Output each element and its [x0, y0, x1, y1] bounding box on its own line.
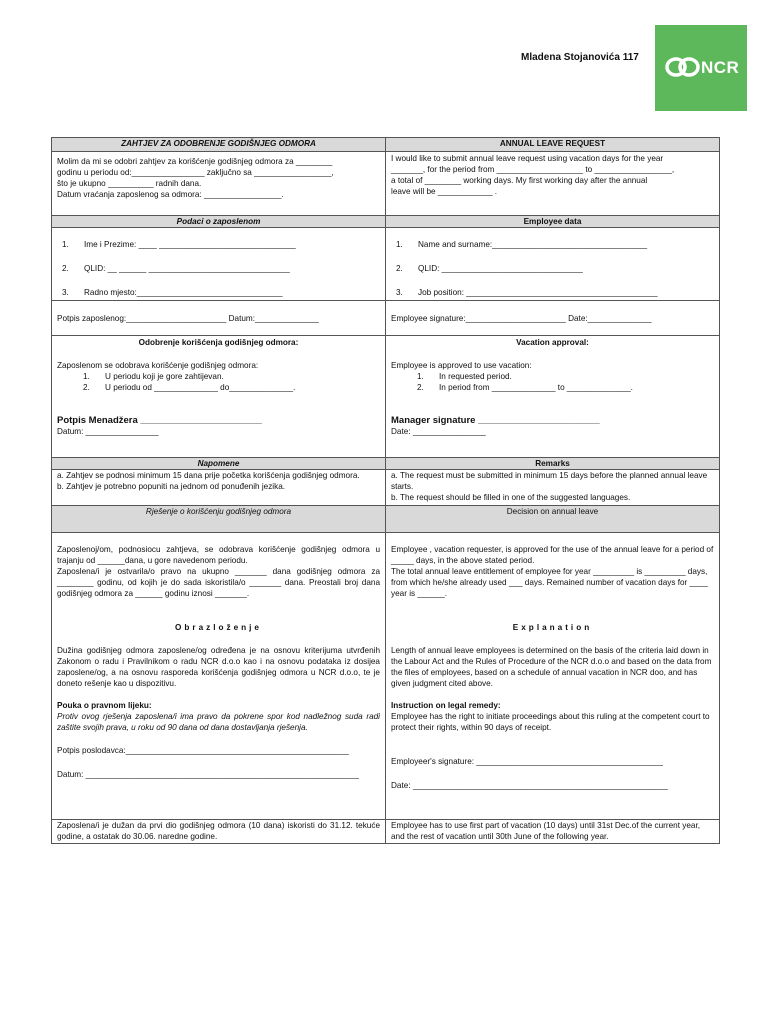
decision-title-english: Decision on annual leave	[386, 506, 720, 533]
explanation-text: Dužina godišnjeg odmora zaposlene/og određena je na osnovu kriterijuma utvrđenih Zakonom o radu i Pravilnikom o radu NCR d.o.o kao i na osnovu podataka iz dosijea zaposlene/og, a na osnovu rasporeda korišćenja godišnjeg odmora u NCR d.o.o, te je doneto rešenje kao u dispozitivu.	[57, 646, 380, 688]
list-item: 3. Job position: __________________________________________	[396, 288, 658, 297]
request-line: a total of ________ working days. My first working day after the annual	[391, 176, 648, 185]
decision-title-local: Rješenje o korišćenju godišnjeg odmora	[52, 506, 386, 533]
company-address: Mladena Stojanovića 117	[521, 52, 639, 63]
position-field[interactable]: Job position: __________________________________________	[418, 288, 658, 297]
approval-title: Vacation approval:	[516, 338, 589, 347]
decision-text: The total annual leave entitlement of employee for year _________ is _________ days, from which he/she already used ___ days. Remained number of vacation days for ____ year is ______.	[391, 567, 708, 598]
employee-data-english[interactable]	[386, 228, 720, 301]
approval-date[interactable]: Datum: ________________	[57, 427, 159, 436]
remedy-text: Employee has the right to initiate proceedings about this ruling at the competent court to protect their rights, within 90 days of receipt.	[391, 712, 710, 732]
remedy-title: Pouka o pravnom lijeku:	[57, 701, 152, 710]
note-line: b. The request should be filled in one of the suggested languages.	[391, 493, 631, 502]
request-title-local: ZAHTJEV ZA ODOBRENJE GODIŠNJEG ODMORA	[52, 138, 386, 152]
list-item: 1. Ime i Prezime: ____ ______________________________	[62, 240, 296, 249]
ncr-logo-mark-icon	[665, 55, 701, 79]
employee-data-title-english: Employee data	[386, 216, 720, 228]
list-item: 2. QLID: _______________________________	[396, 264, 583, 273]
notes-local	[52, 470, 386, 506]
final-note-english: Employee has to use first part of vacation (10 days) until 31st Dec.of the current year, and the rest of vacation until 30th June of the following year.	[386, 820, 720, 844]
approval-date[interactable]: Date: ________________	[391, 427, 486, 436]
employer-signature[interactable]: Employeer's signature: _________________________________________	[391, 757, 663, 766]
notes-title-local: Napomene	[52, 458, 386, 470]
note-line: b. Zahtjev je potrebno popuniti na jednom od ponuđenih jezika.	[57, 482, 286, 491]
employee-signature-local[interactable]: Potpis zaposlenog:______________________ Datum:______________	[52, 301, 386, 336]
employee-data-title-local: Podaci o zaposlenom	[52, 216, 386, 228]
period-field[interactable]: In period from ______________ to ______________.	[439, 383, 633, 392]
list-item: 2. QLID: __ ______ _______________________________	[62, 264, 290, 273]
final-note-local: Zaposlena/i je dužan da prvi dio godišnjeg odmora (10 dana) iskoristi do 31.12. tekuće godine, a ostatak do 30.06. naredne godine.	[52, 820, 386, 844]
decision-text: Zaposlenoj/om, podnosiocu zahtjeva, se odobrava korišćenje godišnjeg odmora u trajanju od ______dana, u gore navedenom periodu.	[57, 545, 380, 565]
request-line: _______, for the period from ___________________ to _________________,	[391, 165, 675, 174]
qlid-field[interactable]: QLID: __ ______ _______________________________	[84, 264, 290, 273]
decision-date[interactable]: Date: ________________________________________________________	[391, 781, 668, 790]
decision-date[interactable]: Datum: ____________________________________________________________	[57, 770, 359, 779]
approval-intro: Employee is approved to use vacation:	[391, 361, 532, 370]
note-line: a. Zahtjev se podnosi minimum 15 dana prije početka korišćenja godišnjeg odmora.	[57, 471, 360, 480]
notes-english	[386, 470, 720, 506]
list-item: 1. Name and surname:__________________________________	[396, 240, 647, 249]
position-field[interactable]: Radno mjesto:________________________________	[84, 288, 283, 297]
remedy-text: Protiv ovog rješenja zaposlena/i ima pravo da pokrene spor kod nadležnog suda radi zaštite svojih prava, u roku od 90 dana od dana dostavljanja rješenja.	[57, 712, 380, 732]
manager-signature[interactable]: Manager signature _______________________	[391, 415, 600, 426]
request-line: I would like to submit annual leave request using vacation days for the year	[391, 154, 664, 163]
request-line: Molim da mi se odobri zahtjev za korišćenje godišnjeg odmora za ________	[57, 157, 333, 166]
list-item: 1. In requested period.	[417, 372, 512, 381]
request-line: što je ukupno __________ radnih dana.	[57, 179, 202, 188]
request-text-english[interactable]	[386, 152, 720, 216]
employee-data-local[interactable]	[52, 228, 386, 301]
list-item: 1. U periodu koji je gore zahtijevan.	[83, 372, 224, 381]
approval-intro: Zaposlenom se odobrava korišćenje godišnjeg odmora:	[57, 361, 259, 370]
remedy-title: Instruction on legal remedy:	[391, 701, 501, 710]
request-line: godinu u periodu od:________________ zaključno sa _________________,	[57, 168, 334, 177]
request-title-english: ANNUAL LEAVE REQUEST	[386, 138, 720, 152]
decision-text: Zaposlena/i je ostvarila/o pravo na ukupno _______ dana godišnjeg odmora za ________ godinu, od kojih je do sada iskoristila/o _______ dana. Preostali broj dana godišnjeg odmora za ______ godinu iznosi _______.	[57, 567, 380, 598]
decision-local[interactable]	[52, 533, 386, 820]
decision-english[interactable]	[386, 533, 720, 820]
note-line: a. The request must be submitted in minimum 15 days before the planned annual leave starts.	[391, 471, 708, 491]
request-text-local[interactable]	[52, 152, 386, 216]
approval-title: Odobrenje korišćenja godišnjeg odmora:	[138, 338, 299, 347]
employer-signature[interactable]: Potpis poslodavca:_________________________________________________	[57, 746, 349, 755]
qlid-field[interactable]: QLID: _______________________________	[418, 264, 583, 273]
explanation-title: Obrazloženje	[175, 623, 262, 632]
leave-request-form	[51, 137, 720, 844]
employee-signature-english[interactable]: Employee signature:______________________ Date:______________	[386, 301, 720, 336]
name-field[interactable]: Ime i Prezime: ____ ______________________________	[84, 240, 296, 249]
list-item: 2. U periodu od ______________ do______________.	[83, 383, 296, 392]
name-field[interactable]: Name and surname:__________________________________	[418, 240, 647, 249]
request-line: leave will be ____________ .	[391, 187, 498, 196]
logo-text: NCR	[701, 58, 740, 77]
notes-title-english: Remarks	[386, 458, 720, 470]
list-item: 3. Radno mjesto:________________________________	[62, 288, 283, 297]
manager-signature[interactable]: Potpis Menadžera _______________________	[57, 415, 262, 426]
ncr-logo	[655, 25, 747, 111]
list-item: 2. In period from ______________ to ______________.	[417, 383, 633, 392]
explanation-text: Length of annual leave employees is determined on the basis of the criteria laid down in the Labour Act and the Rules of Procedure of the NCR d.o.o and based on the data from the files of employees, based on a schedule of annual vacation in NCR doo, and has given judgment cited above.	[391, 646, 712, 688]
request-line: Datum vraćanja zaposlenog sa odmora: _________________.	[57, 190, 284, 199]
period-field[interactable]: U periodu od ______________ do______________.	[105, 383, 296, 392]
explanation-title: Explanation	[512, 623, 593, 632]
decision-text: Employee , vacation requester, is approved for the use of the annual leave for a period of _____ days, in the above stated period.	[391, 545, 714, 565]
approval-local[interactable]	[52, 336, 386, 458]
approval-english[interactable]	[386, 336, 720, 458]
